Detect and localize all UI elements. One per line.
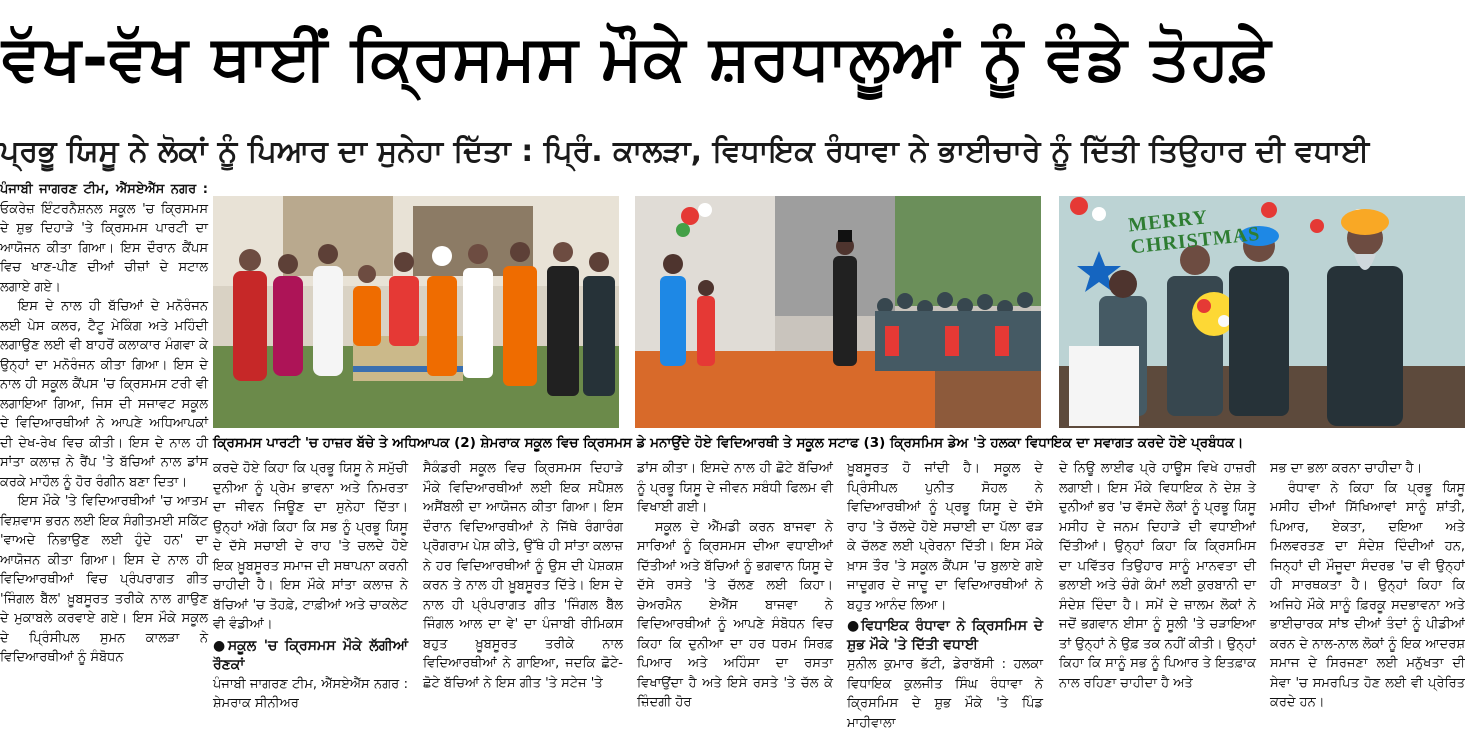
banner-merry-christmas: MERRY CHRISTMAS bbox=[1127, 206, 1262, 259]
article-column-5 bbox=[847, 459, 1043, 731]
paragraph: ਇਸ ਮੌਕੇ 'ਤੇ ਵਿਦਿਆਰਥੀਆਂ 'ਚ ਆਤਮ ਵਿਸ਼ਵਾਸ ਭਰਨ ਲਈ ਇਕ ਸੰਗੀਤਮਈ ਸਕਿੱਟ 'ਵਾਅਦੇ ਨਿਭਾਉਣ ਲਈ ਹੁੰਦੇ ਹਨ' ਦਾ ਆਯੋਜਨ ਕੀਤਾ ਗਿਆ। ਇਸ ਦੇ ਨਾਲ ਹੀ ਵਿਦਿਆਰਥੀਆਂ ਵਿਚ ਪ੍ਰੰਪਰਾਗਤ ਗੀਤ 'ਜਿੰਗਲ ਬੈੱਲ' ਖ਼ੂਬਸੂਰਤ ਤਰੀਕੇ ਨਾਲ ਗਾਉਣ ਦੇ ਮੁਕਾਬਲੇ ਕਰਵਾਏ ਗਏ। ਇਸ ਮੌਕੇ ਸਕੂਲ ਦੇ ਪ੍ਰਿੰਸੀਪਲ ਸੁਮਨ ਕਾਲੜਾ ਨੇ ਵਿਦਿਆਰਥੀਆਂ ਨੂੰ ਸੰਬੋਧਨ bbox=[0, 494, 208, 665]
headline: ਵੱਖ-ਵੱਖ ਥਾਈਂ ਕ੍ਰਿਸਮਸ ਮੌਕੇ ਸ਼ਰਧਾਲੂਆਂ ਨੂੰ ਵੰਡੇ ਤੋਹਫ਼ੇ bbox=[2, 21, 1272, 94]
paragraph: ਓਕਰੇਜ਼ ਇੰਟਰਨੈਸ਼ਨਲ ਸਕੂਲ 'ਚ ਕ੍ਰਿਸਮਸ ਦੇ ਸ਼ੁਭ ਦਿਹਾੜੇ 'ਤੇ ਕ੍ਰਿਸਮਸ ਪਾਰਟੀ ਦਾ ਆਯੋਜਨ ਕੀਤਾ ਗਿਆ। ਇਸ ਦੌਰਾਨ ਕੈਂਪਸ ਵਿਚ ਖਾਣ-ਪੀਣ ਦੀਆਂ ਚੀਜ਼ਾਂ ਦੇ ਸਟਾਲ ਲਗਾਏ ਗਏ। bbox=[0, 201, 208, 295]
photo-mla-welcome bbox=[1059, 196, 1465, 428]
article-column-1 bbox=[0, 180, 208, 707]
article-column-7 bbox=[1270, 459, 1465, 710]
subheadline: ਪ੍ਰਭੂ ਯਿਸੂ ਨੇ ਲੋਕਾਂ ਨੂੰ ਪਿਆਰ ਦਾ ਸੁਨੇਹਾ ਦਿੱਤਾ : ਪ੍ਰਿੰ. ਕਾਲੜਾ, ਵਿਧਾਇਕ ਰੰਧਾਵਾ ਨੇ ਭਾਈਚਾਰੇ ਨੂੰ ਦਿੱਤੀ ਤਿਉਹਾਰ ਦੀ ਵਧਾਈ bbox=[0, 134, 1370, 169]
paragraph: ਇਸ ਦੇ ਨਾਲ ਹੀ ਬੱਚਿਆਂ ਦੇ ਮਨੋਰੰਜਨ ਲਈ ਪੇਸ ਕਲਰ, ਟੈਟੂ ਮੇਕਿੰਗ ਅਤੇ ਮਹਿੰਦੀ ਲਗਾਉਣ ਲਈ ਵੀ ਬਾਹਰੋਂ ਕਲਾਕਾਰ ਮੰਗਵਾ ਕੇ ਉਨ੍ਹਾਂ ਦਾ ਮਨੋਰੰਜਨ ਕੀਤਾ ਗਿਆ। ਇਸ ਦੇ ਨਾਲ ਹੀ ਸਕੂਲ ਕੈਂਪਸ 'ਚ ਕ੍ਰਿਸਮਸ ਟਰੀ ਵੀ ਲਗਾਇਆ ਗਿਆ, ਜਿਸ ਦੀ ਸਜਾਵਟ ਸਕੂਲ ਦੇ ਵਿਦਿਆਰਥੀਆਂ ਨੇ ਆਪਣੇ ਅਧਿਆਪਕਾਂ ਦੀ ਦੇਖ-ਰੇਖ ਵਿਚ ਕੀਤੀ। ਇਸ ਦੇ ਨਾਲ ਹੀ ਸਾਂਤਾ ਕਲਾਜ਼ ਨੇ ਰੈਂਪ 'ਤੇ ਬੱਚਿਆਂ ਨਾਲ ਡਾਂਸ ਕਰਕੇ ਮਾਹੌਲ ਨੂੰ ਹੋਰ ਰੰਗੀਨ ਬਣਾ ਦਿਤਾ। bbox=[0, 299, 208, 490]
photo-magician-show bbox=[635, 196, 1041, 428]
article-column-3 bbox=[423, 459, 623, 707]
section-heading: ●ਸਕੂਲ 'ਚ ਕ੍ਰਿਸਮਸ ਮੌਕੇ ਲੱਗੀਆਂ ਰੌਣਕਾਂ bbox=[213, 637, 408, 673]
paragraph: ਦੇ ਨਿਊ ਲਾਈਫ ਪ੍ਰੇ ਹਾਊਸ ਵਿਖੇ ਹਾਜ਼ਰੀ ਲਗਾਈ। ਇਸ ਮੌਕੇ ਵਿਧਾਇਕ ਨੇ ਦੇਸ਼ ਤੇ ਦੁਨੀਆਂ ਭਰ 'ਚ ਵੱਸਦੇ ਲੋਕਾਂ ਨੂੰ ਪ੍ਰਭੂ ਯਿਸੂ ਮਸੀਹ ਦੇ ਜਨਮ ਦਿਹਾੜੇ ਦੀ ਵਧਾਈਆਂ ਦਿੱਤੀਆਂ। ਉਨ੍ਹਾਂ ਕਿਹਾ ਕਿ ਕ੍ਰਿਸਮਿਸ ਦਾ ਪਵਿੱਤਰ ਤਿਉਹਾਰ ਸਾਨੂੰ ਮਾਨਵਤਾ ਦੀ ਭਲਾਈ ਅਤੇ ਚੰਗੇ ਕੰਮਾਂ ਲਈ ਕੁਰਬਾਨੀ ਦਾ ਸੰਦੇਸ਼ ਦਿੰਦਾ ਹੈ। ਸਮੇਂ ਦੇ ਜ਼ਾਲਮ ਲੋਕਾਂ ਨੇ ਜਦੋਂ ਭਗਵਾਨ ਈਸਾ ਨੂੰ ਸੂਲੀ 'ਤੇ ਚੜਾਇਆ ਤਾਂ ਉਨ੍ਹਾਂ ਨੇ ਉਫ਼ ਤਕ ਨਹੀਂ ਕੀਤੀ। ਉਨ੍ਹਾਂ ਕਿਹਾ ਕਿ ਸਾਨੂੰ ਸਭ ਨੂੰ ਪਿਆਰ ਤੇ ਇਤਫ਼ਾਕ ਨਾਲ ਰਹਿਣਾ ਚਾਹੀਦਾ ਹੈ ਅਤੇ bbox=[1059, 461, 1256, 691]
section-heading: ●ਵਿਧਾਇਕ ਰੰਧਾਵਾ ਨੇ ਕ੍ਰਿਸਮਿਸ ਦੇ ਸ਼ੁਭ ਮੌਕੇ 'ਤੇ ਦਿੱਤੀ ਵਧਾਈ bbox=[847, 618, 1043, 653]
photo-christmas-party bbox=[213, 196, 619, 428]
paragraph: ਪੰਜਾਬੀ ਜਾਗਰਣ ਟੀਮ, ਐੱਸਏਐੱਸ ਨਗਰ : ਸ਼ੇਮਰਾਕ ਸੀਨੀਅਰ bbox=[213, 676, 408, 711]
paragraph: ਕਰਦੇ ਹੋਏ ਕਿਹਾ ਕਿ ਪ੍ਰਭੂ ਯਿਸੂ ਨੇ ਸਮੁੱਚੀ ਦੁਨੀਆ ਨੂੰ ਪ੍ਰੇਮ ਭਾਵਨਾ ਅਤੇ ਨਿਮਰਤਾ ਦਾ ਜੀਵਨ ਜਿਊਣ ਦਾ ਸੁਨੇਹਾ ਦਿੱਤਾ। ਉਨ੍ਹਾਂ ਅੱਗੇ ਕਿਹਾ ਕਿ ਸਭ ਨੂੰ ਪ੍ਰਭੂ ਯਿਸੂ ਦੇ ਦੱਸੇ ਸਚਾਈ ਦੇ ਰਾਹ 'ਤੇ ਚਲਦੇ ਹੋਏ ਇਕ ਖ਼ੂਬਸੂਰਤ ਸਮਾਜ ਦੀ ਸਥਾਪਨਾ ਕਰਨੀ ਚਾਹੀਦੀ ਹੈ। ਇਸ ਮੌਕੇ ਸਾਂਤਾ ਕਲਾਜ਼ ਨੇ ਬੱਚਿਆਂ 'ਚ ਤੋਹਫ਼ੇ, ਟਾਫ਼ੀਆਂ ਅਤੇ ਚਾਕਲੇਟ ਵੀ ਵੰਡੀਆਂ। bbox=[213, 461, 408, 632]
article-column-6 bbox=[1059, 459, 1256, 707]
paragraph: ਸਭ ਦਾ ਭਲਾ ਕਰਨਾ ਚਾਹੀਦਾ ਹੈ। bbox=[1270, 461, 1423, 476]
article-column-2 bbox=[213, 459, 408, 711]
paragraph: ਸੈਕੰਡਰੀ ਸਕੂਲ ਵਿਚ ਕ੍ਰਿਸਮਸ ਦਿਹਾੜੇ ਮੌਕੇ ਵਿਦਿਆਰਥੀਆਂ ਲਈ ਇਕ ਸਪੈਸ਼ਲ ਅਸੈਂਬਲੀ ਦਾ ਆਯੋਜਨ ਕੀਤਾ ਗਿਆ। ਇਸ ਦੌਰਾਨ ਵਿਦਿਆਰਥੀਆਂ ਨੇ ਜਿੱਥੇ ਰੰਗਾਰੰਗ ਪ੍ਰੋਗਰਾਮ ਪੇਸ਼ ਕੀਤੇ, ਉੱਥੇ ਹੀ ਸਾਂਤਾ ਕਲਾਜ਼ ਨੇ ਹਰ ਵਿਦਿਆਰਥੀਆਂ ਨੂੰ ਉਸ ਦੀ ਪੇਸ਼ਕਸ਼ ਕਰਨ ਤੇ ਨਾਲ ਹੀ ਖ਼ੂਬਸੂਰਤ ਦਿੱਤੇ। ਇਸ ਦੇ ਨਾਲ ਹੀ ਪ੍ਰੰਪਰਾਗਤ ਗੀਤ 'ਜਿੰਗਲ ਬੈੱਲ ਜਿੰਗਲ ਆਲ ਦਾ ਵੇ' ਦਾ ਪੰਜਾਬੀ ਰੀਮਿਕਸ ਬਹੁਤ ਖ਼ੂਬਸੂਰਤ ਤਰੀਕੇ ਨਾਲ ਵਿਦਿਆਰਥੀਆਂ ਨੇ ਗਾਇਆ, ਜਦਕਿ ਛੋਟੇ-ਛੋਟੇ ਬੱਚਿਆਂ ਨੇ ਇਸ ਗੀਤ 'ਤੇ ਸਟੇਜ 'ਤੇ bbox=[423, 461, 623, 691]
photo-caption: ਕ੍ਰਿਸਮਸ ਪਾਰਟੀ 'ਚ ਹਾਜ਼ਰ ਬੱਚੇ ਤੇ ਅਧਿਆਪਕ (2) ਸ਼ੇਮਰਾਕ ਸਕੂਲ ਵਿਚ ਕ੍ਰਿਸਮਸ ਡੇ ਮਨਾਉਂਦੇ ਹੋਏ ਵਿਦਿਆਰਥੀ ਤੇ ਸਕੂਲ ਸਟਾਫ (3) ਕ੍ਰਿਸਮਿਸ ਡੇਅ 'ਤੇ ਹਲਕਾ ਵਿਧਾਇਕ ਦਾ ਸਵਾਗਤ ਕਰਦੇ ਹੋਏ ਪ੍ਰਬੰਧਕ। bbox=[213, 435, 1244, 451]
paragraph: ਸੁਨੀਲ ਕੁਮਾਰ ਭੱਟੀ, ਡੇਰਾਬੱਸੀ : ਹਲਕਾ ਵਿਧਾਇਕ ਕੁਲਜੀਤ ਸਿੰਘ ਰੰਧਾਵਾ ਨੇ ਕ੍ਰਿਸਮਿਸ ਦੇ ਸ਼ੁਭ ਮੌਕੇ 'ਤੇ ਪਿੰਡ ਮਾਹੀਵਾਲਾ bbox=[847, 657, 1043, 731]
paragraph: ਡਾਂਸ ਕੀਤਾ। ਇਸਦੇ ਨਾਲ ਹੀ ਛੋਟੇ ਬੱਚਿਆਂ ਨੂੰ ਪ੍ਰਭੂ ਯਿਸੂ ਦੇ ਜੀਵਨ ਸਬੰਧੀ ਫਿਲਮ ਵੀ ਵਿਖਾਈ ਗਈ। bbox=[637, 461, 833, 515]
article-column-4 bbox=[637, 459, 833, 710]
paragraph: ਖ਼ੂਬਸੂਰਤ ਹੋ ਜਾਂਦੀ ਹੈ। ਸਕੂਲ ਦੇ ਪ੍ਰਿੰਸੀਪਲ ਪੁਨੀਤ ਸੋਹਲ ਨੇ ਵਿਦਿਆਰਥੀਆਂ ਨੂੰ ਪ੍ਰਭੂ ਯਿਸੂ ਦੇ ਦੱਸੇ ਰਾਹ 'ਤੇ ਚੱਲਦੇ ਹੋਏ ਸਚਾਈ ਦਾ ਪੱਲਾ ਫੜ ਕੇ ਚੱਲਣ ਲਈ ਪ੍ਰੇਰਨਾ ਦਿੱਤੀ। ਇਸ ਮੌਕੇ ਖ਼ਾਸ ਤੌਰ 'ਤੇ ਸਕੂਲ ਕੈਂਪਸ 'ਚ ਬੁਲਾਏ ਗਏ ਜਾਦੂਗਰ ਦੇ ਜਾਦੂ ਦਾ ਵਿਦਿਆਰਥੀਆਂ ਨੇ ਬਹੁਤ ਆਨੰਦ ਲਿਆ। bbox=[847, 461, 1043, 613]
dateline: ਪੰਜਾਬੀ ਜਾਗਰਣ ਟੀਮ, ਐੱਸਏਐੱਸ ਨਗਰ : bbox=[0, 182, 208, 197]
paragraph: ਸਕੂਲ ਦੇ ਐੱਮਡੀ ਕਰਨ ਬਾਜਵਾ ਨੇ ਸਾਰਿਆਂ ਨੂੰ ਕ੍ਰਿਸਮਸ ਦੀਆ ਵਧਾਈਆਂ ਦਿੱਤੀਆਂ ਅਤੇ ਬੱਚਿਆਂ ਨੂੰ ਭਗਵਾਨ ਯਿਸੂ ਦੇ ਦੱਸੇ ਰਸਤੇ 'ਤੇ ਚੱਲਣ ਲਈ ਕਿਹਾ। ਚੇਅਰਮੈਨ ਏਐੱਸ ਬਾਜਵਾ ਨੇ ਵਿਦਿਆਰਥੀਆਂ ਨੂੰ ਆਪਣੇ ਸੰਬੋਧਨ ਵਿਚ ਕਿਹਾ ਕਿ ਦੁਨੀਆ ਦਾ ਹਰ ਧਰਮ ਸਿਰਫ਼ ਪਿਆਰ ਅਤੇ ਅਹਿੰਸਾ ਦਾ ਰਸਤਾ ਵਿਖਾਉਂਦਾ ਹੈ ਅਤੇ ਇਸੇ ਰਸਤੇ 'ਤੇ ਚੱਲ ਕੇ ਜ਼ਿੰਦਗੀ ਹੋਰ bbox=[637, 519, 833, 710]
paragraph: ਰੰਧਾਵਾ ਨੇ ਕਿਹਾ ਕਿ ਪ੍ਰਭੂ ਯਿਸੂ ਮਸੀਹ ਦੀਆਂ ਸਿੱਖਿਆਵਾਂ ਸਾਨੂੰ ਸ਼ਾਂਤੀ, ਪਿਆਰ, ਏਕਤਾ, ਦਇਆ ਅਤੇ ਮਿਲਵਰਤਣ ਦਾ ਸੰਦੇਸ਼ ਦਿੰਦੀਆਂ ਹਨ, ਜਿਨ੍ਹਾਂ ਦੀ ਮੌਜੂਦਾ ਸੰਦਰਭ 'ਚ ਵੀ ਉਨ੍ਹਾਂ ਹੀ ਸਾਰਥਕਤਾ ਹੈ। ਉਨ੍ਹਾਂ ਕਿਹਾ ਕਿ ਅਜਿਹੇ ਮੌਕੇ ਸਾਨੂੰ ਫ਼ਿਰਕੂ ਸਦਭਾਵਨਾ ਅਤੇ ਭਾਈਚਾਰਕ ਸਾਂਝ ਦੀਆਂ ਤੰਦਾਂ ਨੂੰ ਪੀਡੀਆਂ ਕਰਨ ਦੇ ਨਾਲ-ਨਾਲ ਲੋਕਾਂ ਨੂੰ ਇਕ ਆਦਰਸ਼ ਸਮਾਜ ਦੇ ਸਿਰਜਣਾ ਲਈ ਮਨੁੱਖਤਾ ਦੀ ਸੇਵਾ 'ਚ ਸਮਰਪਿਤ ਹੋਣ ਲਈ ਵੀ ਪ੍ਰੇਰਿਤ ਕਰਦੇ ਹਨ। bbox=[1270, 480, 1465, 710]
